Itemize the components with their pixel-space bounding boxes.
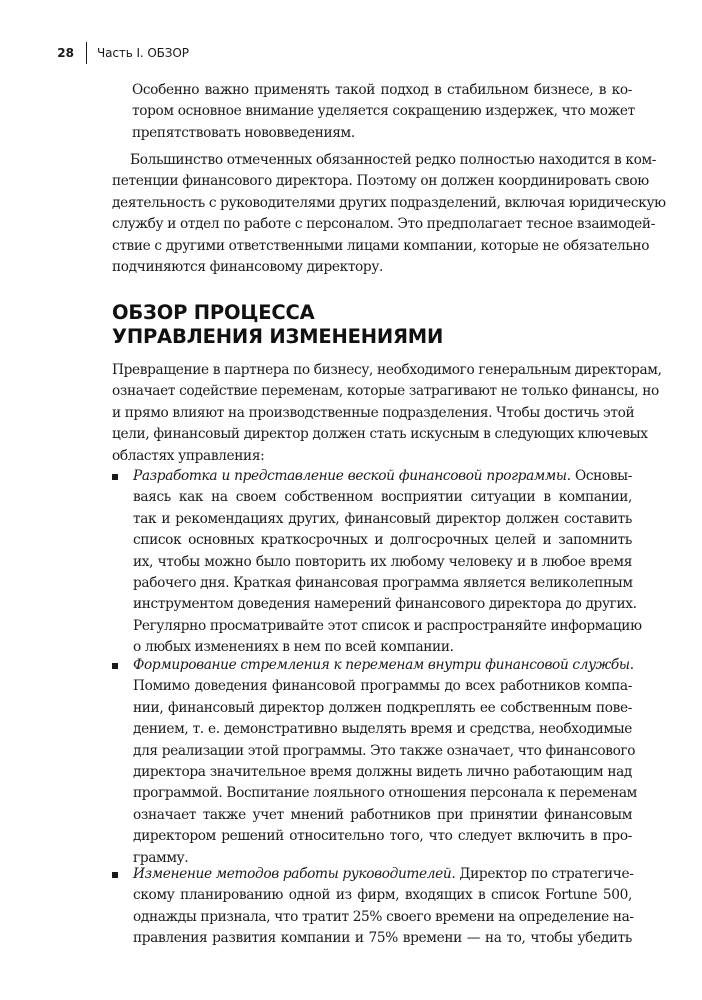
text-line: петенции финансового директора. Поэтому он должен координировать свою [112, 173, 649, 190]
page-number: 28 [57, 46, 74, 60]
running-head-divider [86, 42, 87, 64]
text-line: деятельность с руководителями других подразделений, включая юридическую [112, 194, 666, 211]
text-line: Регулярно просматривайте этот список и распространяйте информацию [133, 617, 642, 634]
text-line: для реализации этой программы. Это также означает, что финансового [133, 742, 636, 759]
text-line: директором решений относительно того, что следует включить в про- [133, 828, 632, 845]
text-line: список основных краткосрочных и долгосрочных целей и запомнить [133, 532, 632, 549]
text-line: Особенно важно применять такой подход в стабильном бизнесе, в ко- [132, 82, 632, 98]
text-line: правления развития компании и 75% времени — на то, чтобы убедить [133, 930, 632, 947]
text-line: директора значительное время должны видеть лично работающим над [133, 763, 632, 780]
text-line: означает содействие переменам, которые затрагивают не только финансы, но [112, 383, 659, 400]
text-line: рабочего дня. Краткая финансовая программа является великолепным [133, 574, 633, 591]
list-item-lead-tail: . [629, 657, 634, 673]
list-item-lead: Изменение методов работы руководителей [133, 866, 452, 882]
bullet-square-icon [112, 663, 118, 669]
text-line: тором основное внимание уделяется сокращению издержек, что может [132, 103, 635, 120]
text-line: инструментом доведения намерений финансового директора до других. [133, 596, 637, 613]
list-item-first-line [133, 466, 632, 487]
text-line: ваясь как на своем собственном восприятии ситуации в компании, [133, 489, 632, 506]
text-line: службу и отдел по работе с персоналом. Это предполагает тесное взаимодей- [112, 216, 655, 233]
running-head-section: Часть I. ОБЗОР [97, 46, 189, 60]
text-line: программой. Воспитание лояльного отношения персонала к переменам [133, 785, 637, 802]
list-item-body [133, 655, 637, 869]
list-item-first-line [133, 864, 632, 885]
heading-line: ОБЗОР ПРОЦЕССА [112, 301, 315, 324]
text-line: скому планированию одной из фирм, входящих в список Fortune 500, [133, 887, 632, 904]
intro-indented-paragraph [132, 80, 635, 144]
text-line: Превращение в партнера по бизнесу, необходимого генеральным директорам, [112, 362, 662, 378]
heading-line: УПРАВЛЕНИЯ ИЗМЕНЕНИЯМИ [112, 325, 444, 348]
list-item-lead: Формирование стремления к переменам внутри финансовой службы [133, 657, 630, 673]
bullet-square-icon [112, 474, 118, 480]
text-line: однажды признала, что тратит 25% своего времени на определение на- [133, 908, 634, 925]
text-line: Помимо доведения финансовой программы до всех работников компа- [133, 678, 632, 695]
text-line: нии, финансовый директор должен подкреплять ее собственным пове- [133, 699, 632, 716]
text-line: цели, финансовый директор должен стать искусным в следующих ключевых [112, 426, 648, 443]
text-line: подчиняются финансовому директору. [112, 258, 384, 275]
text-line: ствие с другими ответственными лицами компании, которые не обязательно [112, 237, 650, 254]
text-line: и прямо влияют на производственные подразделения. Чтобы достичь этой [112, 404, 635, 421]
text-line: дением, т. е. демонстративно выделять время и средства, необходимые [133, 721, 632, 738]
text-line: Большинство отмеченных обязанностей редко полностью находится в ком- [130, 152, 657, 168]
list-item-first-line [133, 655, 632, 676]
paragraph-business-partner [112, 360, 662, 467]
list-item-lead-tail: . Директор по стратегиче- [451, 866, 634, 882]
text-line: о любых изменениях в нем по всей компании. [133, 639, 454, 656]
section-heading [112, 301, 632, 349]
text-line: их, чтобы можно было повторить их любому человеку и в любое время [133, 553, 632, 570]
text-line: областях управления: [112, 447, 265, 464]
list-item-body [133, 466, 642, 659]
text-line: так и рекомендациях других, финансовый директор должен составить [133, 510, 632, 527]
paragraph-coordination [112, 150, 666, 278]
text-line: грамму. [133, 849, 189, 866]
list-item-lead-tail: . Основы- [566, 468, 632, 484]
bullet-square-icon [112, 872, 118, 878]
list-item-lead: Разработка и представление веской финансовой программы [133, 468, 567, 484]
list-item-body [133, 864, 632, 950]
text-line: препятствовать нововведениям. [132, 124, 355, 141]
text-line: означает также учет мнений работников при принятии финансовым [133, 806, 632, 823]
